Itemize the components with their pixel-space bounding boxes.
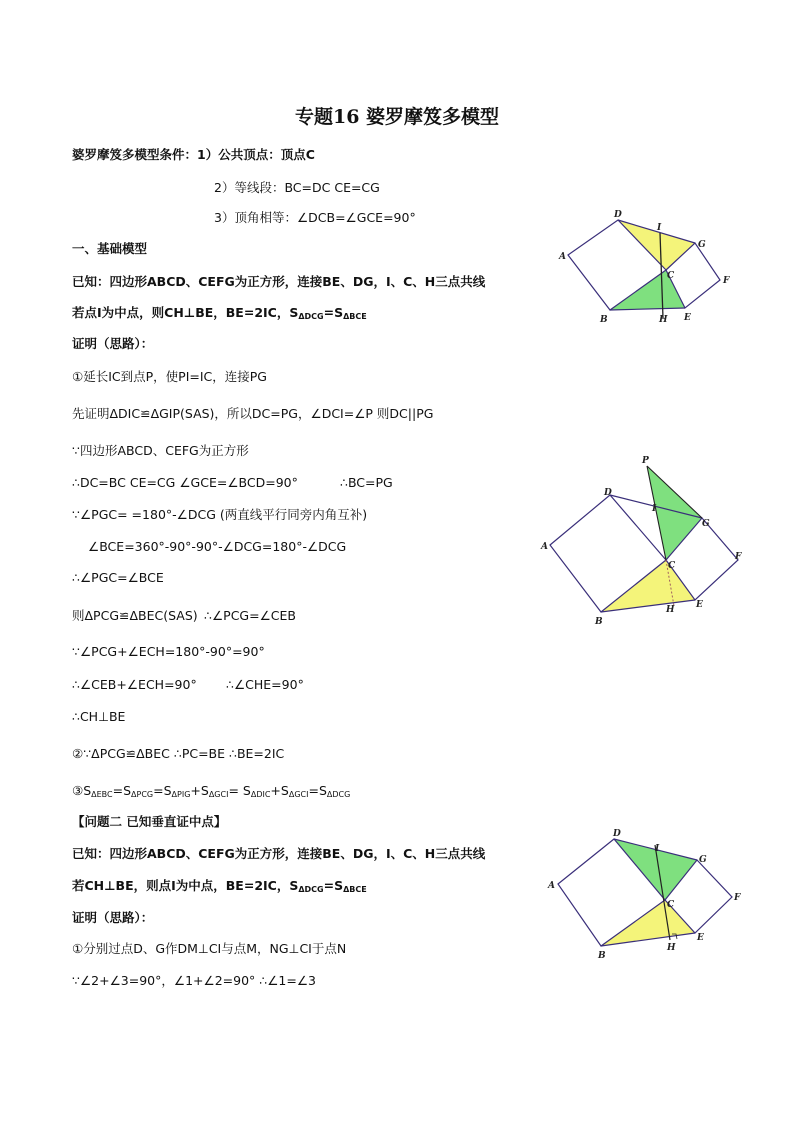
proof-step: ∵∠PGC= =180°-∠DCG (两直线平行同旁内角互补): [72, 507, 368, 522]
proof-step: ∠BCE=360°-90°-90°-∠DCG=180°-∠DCG: [88, 539, 347, 554]
svg-text:B: B: [598, 951, 606, 961]
svg-text:E: E: [696, 600, 703, 610]
proof-step: ①延长IC到点P，使PI=IC，连接PG: [72, 369, 267, 384]
svg-text:I: I: [652, 504, 657, 514]
proof-step: ∴∠PGC=∠BCE: [72, 570, 164, 585]
svg-text:F: F: [723, 276, 730, 286]
section-heading-1: 一、基础模型: [72, 241, 148, 256]
svg-text:B: B: [595, 617, 603, 627]
proof-step: ∴DC=BC CE=CG ∠GCE=∠BCD=90°: [72, 475, 298, 490]
svg-text:H: H: [667, 943, 676, 953]
svg-text:H: H: [666, 605, 675, 615]
proof-step: 先证明ΔDIC≌ΔGIP(SAS)，所以DC=PG，∠DCI=∠P 则DC||PG: [72, 406, 434, 421]
svg-text:G: G: [702, 519, 710, 529]
svg-text:B: B: [600, 315, 608, 325]
condition-2: 2）等线段：BC=DC CE=CG: [214, 180, 380, 195]
svg-text:C: C: [668, 561, 676, 571]
proof-heading-2: 证明（思路）：: [72, 910, 154, 925]
given-line-1: 已知：四边形ABCD、CEFG为正方形，连接BE、DG，I、C、H三点共线: [72, 274, 486, 289]
condition-1: 婆罗摩笈多模型条件：1）公共顶点：顶点C: [72, 147, 315, 162]
given-line-4: 若CH⊥BE，则点I为中点，BE=2IC，$S_{\Delta DCG}=S_{\Delta BCE}$: [72, 878, 367, 894]
svg-text:A: A: [559, 252, 566, 262]
proof-step: ②∵ΔPCG≌ΔBEC ∴PC=BE ∴BE=2IC: [72, 746, 285, 761]
svg-text:I: I: [657, 223, 662, 233]
proof-step: ∴BC=PG: [340, 475, 393, 490]
svg-text:F: F: [735, 552, 742, 562]
svg-text:D: D: [614, 210, 622, 220]
svg-text:F: F: [734, 893, 741, 903]
svg-text:A: A: [548, 881, 555, 891]
svg-text:D: D: [613, 829, 621, 839]
svg-text:E: E: [684, 313, 691, 323]
svg-text:G: G: [698, 240, 706, 250]
condition-3: 3）顶角相等：∠DCB=∠GCE=90°: [214, 210, 416, 225]
proof-step: ∴∠CHE=90°: [226, 677, 304, 692]
figure-basic-model: [555, 205, 735, 330]
given-line-3: 已知：四边形ABCD、CEFG为正方形，连接BE、DG，I、C、H三点共线: [72, 846, 486, 861]
proof-step: 则ΔPCG≌ΔBEC(SAS): [72, 608, 198, 623]
svg-text:I: I: [655, 844, 660, 854]
proof-heading-1: 证明（思路）：: [72, 336, 154, 351]
proof-step-area: $③S_{\Delta EBC}=S_{\Delta PCG}=S_{\Delta PIG}+S_{\Delta GCI}= S_{\Delta DIC}+S_{\Delta GCI}=S_{\Delta DCG}$: [72, 783, 351, 799]
svg-text:C: C: [667, 271, 675, 281]
svg-text:D: D: [604, 488, 612, 498]
svg-text:E: E: [697, 933, 704, 943]
section-heading-2: 【问题二 已知垂直证中点】: [72, 814, 227, 829]
proof-step: ∵∠2+∠3=90°，∠1+∠2=90° ∴∠1=∠3: [72, 973, 317, 988]
given-line-2: 若点I为中点，则CH⊥BE，BE=2IC，$S_{\Delta DCG}=S_{\Delta BCE}$: [72, 305, 367, 321]
svg-text:C: C: [667, 900, 675, 910]
figure-perpendicular-model: [545, 828, 745, 960]
proof-step: ∵四边形ABCD、CEFG为正方形: [72, 443, 249, 458]
svg-text:H: H: [659, 315, 668, 325]
proof-step: ①分别过点D、G作DM⊥CI与点M，NG⊥CI于点N: [72, 941, 347, 956]
svg-text:G: G: [699, 855, 707, 865]
proof-step: ∴∠CEB+∠ECH=90°: [72, 677, 197, 692]
proof-step: ∴∠PCG=∠CEB: [204, 608, 296, 623]
page-title: 专题16 婆罗摩笈多模型: [294, 106, 500, 128]
proof-step: ∵∠PCG+∠ECH=180°-90°=90°: [72, 644, 265, 659]
proof-step: ∴CH⊥BE: [72, 709, 126, 724]
svg-text:P: P: [642, 456, 649, 466]
figure-extend-to-p: [537, 452, 747, 630]
svg-text:A: A: [541, 542, 548, 552]
